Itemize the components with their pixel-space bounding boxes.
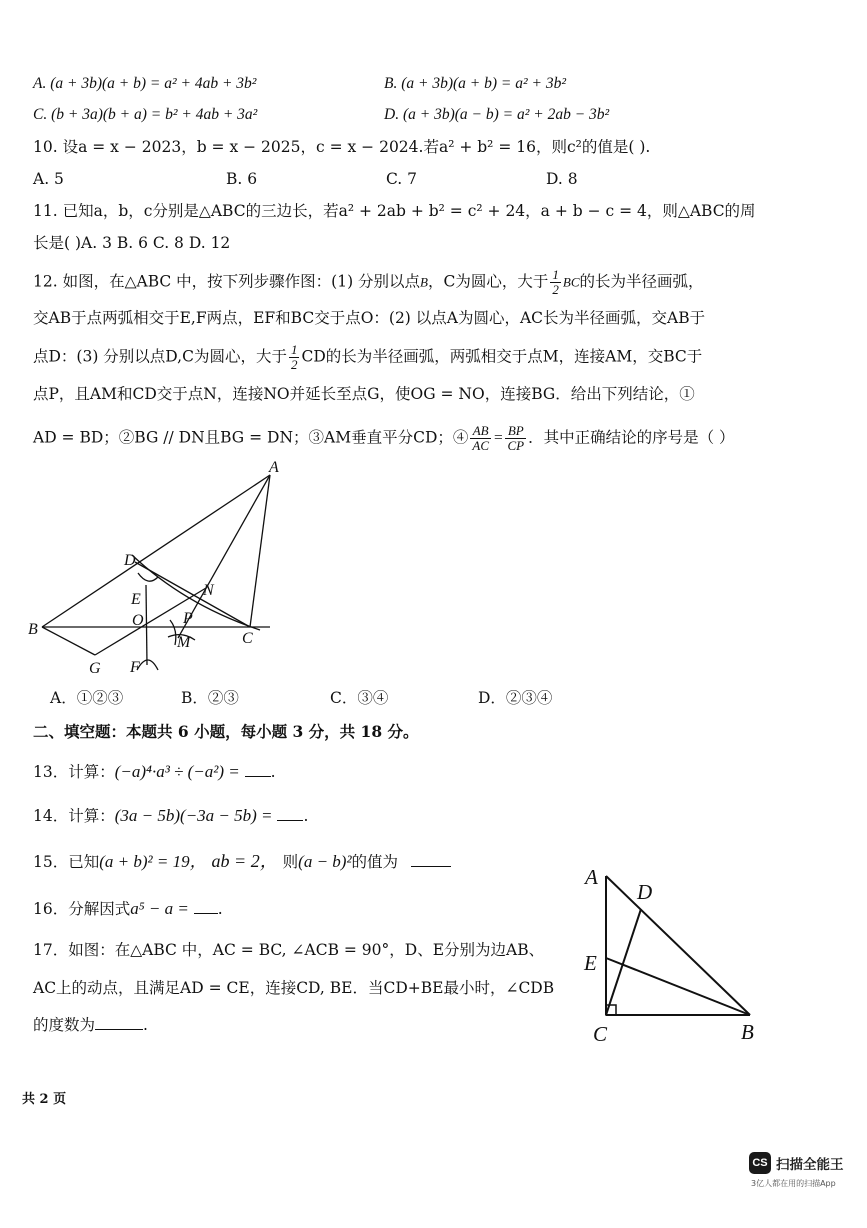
fraction-denominator: 2 (290, 357, 298, 372)
q13-answer-blank (245, 762, 271, 777)
q15-condition-1: (a + b)² = 19， (99, 852, 207, 871)
fig2-label-a: A (585, 865, 598, 889)
q10-option-a: A. 5 (33, 170, 64, 188)
q15 (33, 851, 451, 872)
q12-line5-b: ．其中正确结论的序号是（ ） (528, 428, 735, 447)
q12-line1-c: ，C为圆心，大于 (428, 272, 549, 291)
scanner-brand-tagline: 3亿人都在用的扫描App (751, 1179, 836, 1188)
q12-line1-b: B (420, 274, 428, 290)
fig1-label-g: G (89, 660, 101, 677)
q12-half-fraction-1 (550, 268, 561, 297)
q13-expression: (−a)⁴·a³ ÷ (−a²) = (114, 762, 240, 781)
q9-option-c: C. (b + 3a)(b + a) = b² + 4ab + 3a² (33, 106, 258, 123)
q12-line1-e: 的长为半径画弧， (579, 272, 704, 291)
fig1-label-b: B (28, 621, 38, 638)
q10-option-b: B. 6 (226, 170, 258, 188)
q12-line5-a: AD = BD；②BG // DN且BG = DN；③AM垂直平分CD；④ (33, 428, 469, 447)
scanner-watermark (749, 1148, 859, 1188)
segment-ab (606, 876, 750, 1015)
q12-line1-a: 12. 如图，在△ABC 中，按下列步骤作图：(1) 分别以点 (33, 272, 421, 291)
q9-option-d: D. (a + 3b)(a − b) = a² + 2ab − 3b² (384, 106, 610, 123)
fraction-numerator: 1 (552, 267, 559, 282)
q17-answer-blank (95, 1015, 143, 1030)
q13-prefix: 13．计算： (33, 763, 115, 781)
q12-line1 (33, 268, 704, 297)
fig1-label-f: F (130, 659, 140, 676)
fig2-label-d: D (637, 880, 653, 904)
q16-answer-blank (194, 899, 218, 914)
q15-condition-2: ab = 2， (211, 851, 278, 871)
q12-option-c: C．③④ (330, 689, 389, 707)
q17-line3-text: 的度数为 (33, 1016, 96, 1034)
q10-stem: 10. 设a = x − 2023，b = x − 2025，c = x − 2024.若a² + b² = 16，则c²的值是( ). (33, 138, 651, 156)
fraction-numerator: BP (505, 424, 526, 439)
fraction-numerator: 1 (290, 342, 298, 357)
q15-answer-blank (411, 852, 451, 867)
fig1-label-p: P (183, 610, 193, 627)
q12-option-b: B．②③ (181, 689, 239, 707)
fig1-label-m: M (177, 634, 191, 651)
q12-option-a: A．①②③ (50, 689, 124, 707)
fraction-numerator: AB (470, 424, 491, 439)
q12-ratio-ab-ac (470, 424, 491, 453)
q12-option-d: D．②③④ (478, 689, 553, 707)
q15-prefix: 15．已知 (33, 853, 100, 871)
q12-triangle-figure (20, 455, 290, 685)
q9-option-a: A. (a + 3b)(a + b) = a² + 4ab + 3b² (33, 75, 257, 92)
arc-from-a (132, 555, 260, 630)
q10-option-c: C. 7 (386, 170, 418, 188)
fig2-label-c: C (593, 1022, 608, 1046)
q16: 16．分解因式a⁵ − a = . (33, 899, 223, 918)
q12-equals: = (493, 429, 504, 447)
q12-line4: 点P，且AM和CD交于点N，连接NO并延长至点G，使OG = NO，连接BG．给出下列结论，① (33, 385, 695, 403)
fig1-label-d: D (124, 552, 136, 569)
scanner-brand-name: 扫描全能王 (776, 1157, 844, 1173)
q14: 14．计算：(3a − 5b)(−3a − 5b) = . (33, 806, 309, 825)
q14-answer-blank (277, 806, 303, 821)
q12-line3 (33, 343, 702, 372)
fraction-denominator: AC (472, 438, 489, 453)
segment-ba (42, 475, 270, 627)
q13: 13．计算：(−a)⁴·a³ ÷ (−a²) = . (33, 762, 276, 781)
section-2-heading: 二、填空题：本题共 6 小题，每小题 3 分，共 18 分。 (33, 722, 419, 741)
segment-ac (250, 475, 270, 627)
page-footer: 共 2 页 (22, 1092, 67, 1107)
q17-line1: 17．如图：在△ABC 中，AC = BC, ∠ACB = 90°，D、E分别为边AB、 (33, 941, 545, 959)
fraction-denominator: 2 (552, 282, 559, 297)
segment-eb (606, 958, 750, 1015)
q15-target: (a − b)² (298, 852, 352, 871)
q15-then: 则 (282, 853, 299, 871)
q14-prefix: 14．计算： (33, 807, 115, 825)
fraction-denominator: CP (507, 438, 525, 453)
q12-line2: 交AB于点两弧相交于E,F两点，EF和BC交于点O：(2) 以点A为圆心，AC长为半径画弧，交AB于 (33, 309, 706, 327)
q12-line5 (33, 424, 735, 453)
fig1-label-o: O (132, 612, 144, 629)
q12-half-fraction-2 (289, 343, 300, 372)
q10-option-d: D. 8 (546, 170, 578, 188)
q12-line1-d: BC (562, 274, 580, 290)
fig1-label-n: N (203, 582, 214, 599)
q17-line3: 的度数为 . (33, 1016, 148, 1034)
q14-expression: (3a − 5b)(−3a − 5b) = (114, 806, 273, 825)
q11-line1: 11. 已知a，b，c分别是△ABC的三边长，若a² + 2ab + b² = c² + 24，a + b − c = 4，则△ABC的周 (33, 202, 756, 220)
q17-triangle-figure (580, 862, 770, 1047)
fig1-label-c: C (242, 630, 253, 647)
q15-suffix: 的值为 (351, 853, 399, 871)
q16-prefix: 16．分解因式 (33, 900, 131, 918)
camscanner-logo-icon: CS (749, 1152, 771, 1174)
fig1-label-e: E (131, 591, 141, 608)
q12-ratio-bp-cp (505, 424, 526, 453)
fig1-label-a: A (269, 459, 279, 476)
q12-line3-b: CD的长为半径画弧，两弧相交于点M，连接AM，交BC于 (301, 347, 703, 366)
segment-ef (146, 585, 147, 665)
q9-option-b: B. (a + 3b)(a + b) = a² + 3b² (384, 75, 566, 92)
segment-bg (42, 627, 95, 655)
q16-expression: a⁵ − a = (130, 899, 189, 918)
arc-m-1 (170, 620, 176, 645)
fig2-label-e: E (584, 951, 597, 975)
q11-line2: 长是( )A. 3 B. 6 C. 8 D. 12 (33, 234, 231, 252)
fig2-label-b: B (741, 1020, 754, 1044)
q17-line2: AC上的动点，且满足AD = CE，连接CD, BE．当CD+BE最小时，∠CDB (33, 979, 555, 997)
segment-cd (606, 909, 641, 1015)
q12-line3-a: 点D：(3) 分别以点D,C为圆心，大于 (33, 347, 287, 366)
